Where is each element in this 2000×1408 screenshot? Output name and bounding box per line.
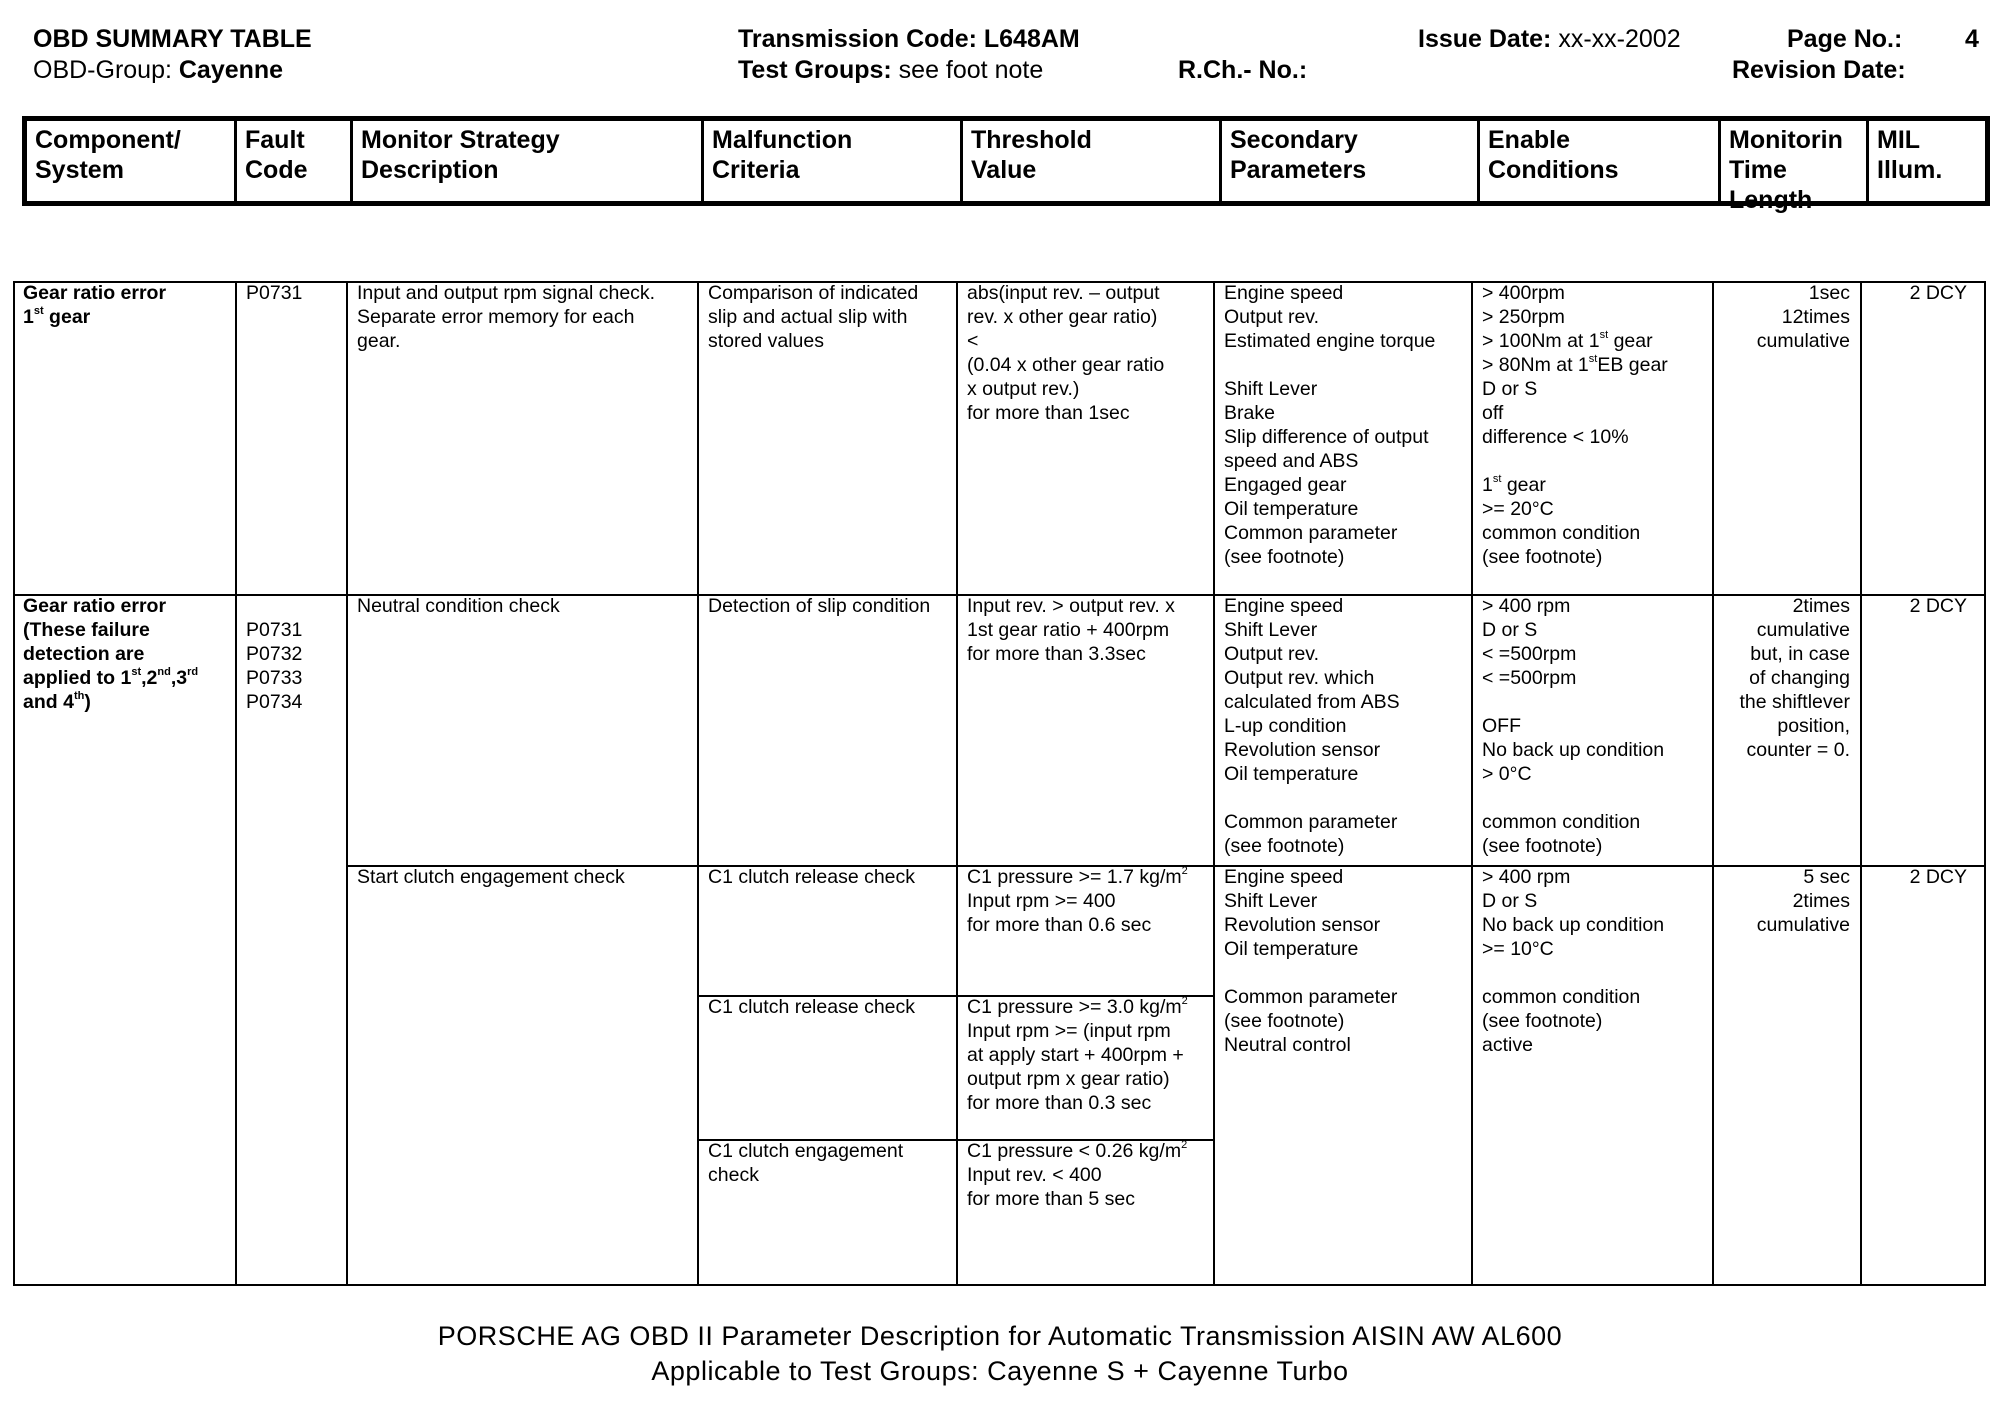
secondary-parameters-cell: Engine speed Output rev. Estimated engine torque Shift Lever Brake Slip difference of output speed and ABS Engaged gear Oil temperature Common parameter (see footnote) xyxy=(1224,282,1436,568)
threshold-value-cell: Input rev. > output rev. x 1st gear ratio + 400rpm for more than 3.3sec xyxy=(967,595,1175,665)
table-title: OBD SUMMARY TABLE xyxy=(33,25,312,53)
column-header-table xyxy=(22,116,1990,214)
col-header-fault-code: Fault Code xyxy=(234,121,350,201)
column-divider xyxy=(235,281,237,1286)
test-groups-value: see foot note xyxy=(891,56,1044,84)
threshold-value-cell: abs(input rev. – output rev. x other gear ratio) < (0.04 x other gear ratio x output rev.) for more than 1sec xyxy=(967,282,1165,424)
malfunction-criteria-cell: C1 clutch release check xyxy=(708,996,916,1018)
secondary-parameters-cell: Engine speed Shift Lever Revolution sensor Oil temperature Common parameter (see footnote) Neutral control xyxy=(1224,866,1398,1056)
col-header-malfunction-criteria: Malfunction Criteria xyxy=(701,121,960,201)
enable-conditions-cell: > 400 rpm D or S < =500rpm < =500rpm OFF No back up condition > 0°C common condition (see footnote) xyxy=(1482,595,1665,857)
malfunction-criteria-cell: C1 clutch release check xyxy=(708,866,916,888)
obd-group xyxy=(33,55,283,85)
secondary-parameters-cell: Engine speed Shift Lever Output rev. Output rev. which calculated from ABS L-up condition Revolution sensor Oil temperature Common parameter (see footnote) xyxy=(1224,595,1400,857)
threshold-value-cell: C1 pressure < 0.26 $kg/m^2$ Input rev. < 400 for more than 5 sec xyxy=(967,1139,1188,1210)
column-divider xyxy=(697,281,699,1286)
footer-line-2: Applicable to Test Groups: Cayenne S + Cayenne Turbo xyxy=(651,1356,1349,1386)
column-divider xyxy=(1213,281,1215,1286)
column-divider xyxy=(956,281,958,1286)
page-no-value: 4 xyxy=(1965,25,1979,53)
enable-conditions-cell: > 400rpm > 250rpm > 100Nm at 1st gear > 80Nm at 1stEB gear D or S off difference < 10% 1st gear >= 20°C common condition (see footnote) xyxy=(1482,282,1668,568)
issue-date-value: xx-xx-2002 xyxy=(1551,25,1681,53)
column-divider xyxy=(346,281,348,1286)
mil-illum-cell: 2 DCY xyxy=(1909,595,1967,617)
issue-date xyxy=(1418,24,1681,54)
malfunction-criteria-cell: Detection of slip condition xyxy=(708,595,931,617)
monitoring-time-cell: 1sec 12times cumulative xyxy=(1756,282,1850,352)
enable-conditions-cell: > 400 rpm D or S No back up condition >= 10°C common condition (see footnote) active xyxy=(1482,866,1665,1056)
col-header-component: Component/ System xyxy=(35,126,181,184)
revision-date: Revision Date: xyxy=(1732,56,1906,84)
malfunction-criteria-cell: C1 clutch engagement check xyxy=(708,1140,904,1186)
threshold-value-cell: C1 pressure >= 1.7 $kg/m^2$ Input rpm >= 400 for more than 0.6 sec xyxy=(967,865,1188,936)
column-divider xyxy=(1471,281,1473,1286)
rch-no: R.Ch.- No.: xyxy=(1178,56,1308,84)
obd-group-label: OBD-Group: xyxy=(33,56,179,84)
threshold-value-cell: C1 pressure >= 3.0 $kg/m^2$ Input rpm >= (input rpm at apply start + 400rpm + output rpm x gear ratio) for more than 0.3 sec xyxy=(967,995,1188,1114)
column-divider xyxy=(1984,281,1986,1286)
test-groups-label: Test Groups: xyxy=(738,56,892,84)
page-no-label: Page No.: xyxy=(1787,25,1903,53)
mil-illum-cell: 2 DCY xyxy=(1909,282,1967,304)
monitoring-time-cell: 5 sec 2times cumulative xyxy=(1756,866,1850,936)
col-header-monitor-strategy: Monitor Strategy Description xyxy=(350,121,701,201)
obd-group-value: Cayenne xyxy=(178,56,284,84)
col-header-enable-conditions: Enable Conditions xyxy=(1477,121,1718,201)
monitor-strategy-cell: Start clutch engagement check xyxy=(357,866,625,888)
transmission-code: Transmission Code: L648AM xyxy=(738,25,1080,53)
test-groups xyxy=(738,55,1043,85)
footer-line-1: PORSCHE AG OBD II Parameter Description for Automatic Transmission AISIN AW AL600 xyxy=(437,1321,1563,1351)
column-divider xyxy=(1712,281,1714,1286)
monitor-strategy-cell: Input and output rpm signal check. Separate error memory for each gear. xyxy=(357,282,656,352)
column-divider xyxy=(1860,281,1862,1286)
mil-illum-cell: 2 DCY xyxy=(1909,866,1967,888)
component-cell: Gear ratio error 1st gear xyxy=(23,282,167,328)
monitoring-time-cell: 2times cumulative but, in case of changing the shiftlever position, counter = 0. xyxy=(1739,595,1850,761)
malfunction-criteria-cell: Comparison of indicated slip and actual slip with stored values xyxy=(708,282,919,352)
col-header-threshold-value: Threshold Value xyxy=(960,121,1219,201)
col-header-monitoring-time: Monitorin Time Length xyxy=(1718,121,1866,201)
monitor-strategy-cell: Neutral condition check xyxy=(357,595,560,617)
fault-code-cell: P0731 xyxy=(246,282,303,304)
col-header-mil-illum: MIL Illum. xyxy=(1866,121,1985,201)
col-header-secondary-parameters: Secondary Parameters xyxy=(1219,121,1477,201)
table-bottom-border xyxy=(13,1284,1986,1286)
component-cell: Gear ratio error (These failure detection are applied to 1st,2nd,3rd and 4th) xyxy=(23,595,199,713)
fault-code-cell: P0731 P0732 P0733 P0734 xyxy=(246,619,303,713)
issue-date-label: Issue Date: xyxy=(1418,25,1552,53)
column-divider xyxy=(13,281,15,1286)
